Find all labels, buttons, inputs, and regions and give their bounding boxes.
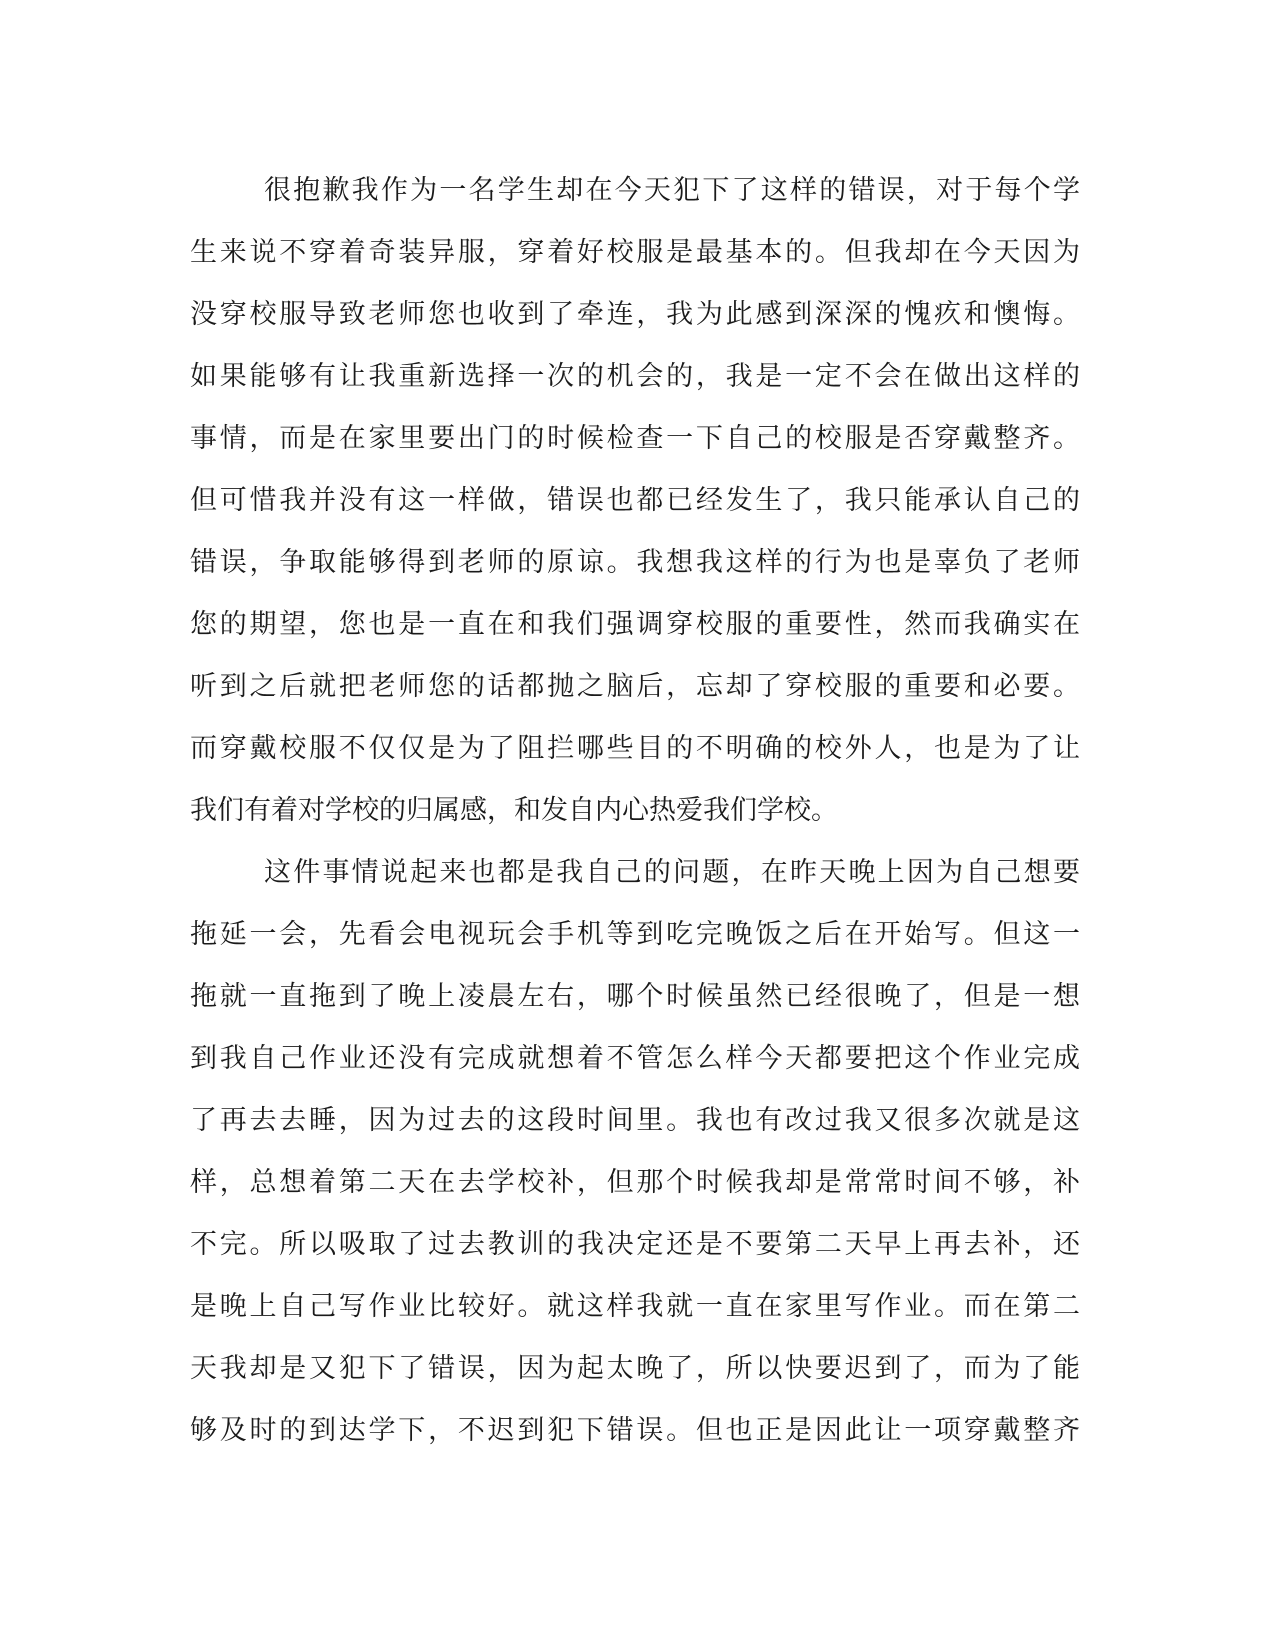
- text-line: 但可惜我并没有这一样做，错误也都已经发生了，我只能承认自己的: [190, 485, 1080, 516]
- text-line: 错误，争取能够得到老师的原谅。我想我这样的行为也是辜负了老师: [190, 547, 1080, 578]
- text-line: 到我自己作业还没有完成就想着不管怎么样今天都要把这个作业完成: [190, 1043, 1080, 1074]
- text-line: 您的期望，您也是一直在和我们强调穿校服的重要性，然而我确实在: [190, 609, 1080, 640]
- text-line: 事情，而是在家里要出门的时候检查一下自己的校服是否穿戴整齐。: [190, 423, 1080, 454]
- text-line: 够及时的到达学下，不迟到犯下错误。但也正是因此让一项穿戴整齐: [190, 1415, 1080, 1446]
- text-line: 样，总想着第二天在去学校补，但那个时候我却是常常时间不够，补: [190, 1167, 1080, 1198]
- paragraph-1: [190, 160, 1080, 842]
- text-line: 天我却是又犯下了错误，因为起太晚了，所以快要迟到了，而为了能: [190, 1353, 1080, 1384]
- text-line: 很抱歉我作为一名学生却在今天犯下了这样的错误，对于每个学: [264, 175, 1080, 206]
- text-line: 不完。所以吸取了过去教训的我决定还是不要第二天早上再去补，还: [190, 1229, 1080, 1260]
- text-line: 了再去去睡，因为过去的这段时间里。我也有改过我又很多次就是这: [190, 1105, 1080, 1136]
- text-line: 而穿戴校服不仅仅是为了阻拦哪些目的不明确的校外人，也是为了让: [190, 733, 1080, 764]
- paragraph-2: [190, 842, 1080, 1462]
- text-line: 拖延一会，先看会电视玩会手机等到吃完晚饭之后在开始写。但这一: [190, 919, 1080, 950]
- text-line: 听到之后就把老师您的话都抛之脑后，忘却了穿校服的重要和必要。: [190, 671, 1080, 702]
- document-body: [190, 160, 1080, 1462]
- text-line: 没穿校服导致老师您也收到了牵连，我为此感到深深的愧疚和懊悔。: [190, 299, 1080, 330]
- text-line: 我们有着对学校的归属感，和发自内心热爱我们学校。: [190, 795, 838, 826]
- text-line: 如果能够有让我重新选择一次的机会的，我是一定不会在做出这样的: [190, 361, 1080, 392]
- text-line: 这件事情说起来也都是我自己的问题，在昨天晚上因为自己想要: [264, 857, 1080, 888]
- text-line: 拖就一直拖到了晚上凌晨左右，哪个时候虽然已经很晚了，但是一想: [190, 981, 1080, 1012]
- text-line: 生来说不穿着奇装异服，穿着好校服是最基本的。但我却在今天因为: [190, 237, 1080, 268]
- text-line: 是晚上自己写作业比较好。就这样我就一直在家里写作业。而在第二: [190, 1291, 1080, 1322]
